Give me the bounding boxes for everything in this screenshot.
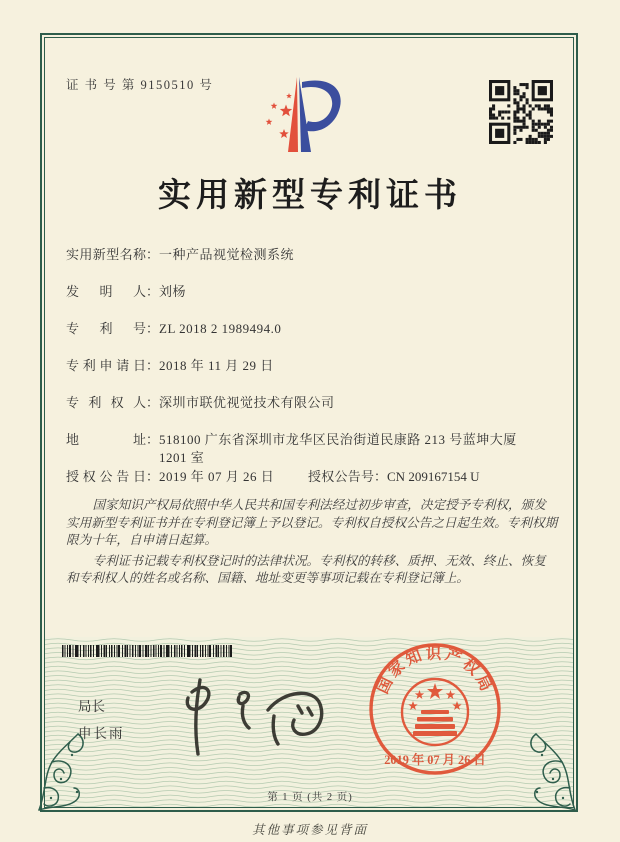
star-icon — [271, 103, 278, 109]
cnipa-logo-icon — [262, 72, 346, 156]
field-colon: ： — [374, 469, 388, 484]
seal-agency-text: 国家知识产权局 — [374, 645, 496, 697]
barcode-icon — [62, 645, 232, 657]
field-colon: ： — [146, 321, 160, 336]
legal-text — [66, 497, 558, 591]
field-row-patent-number — [66, 320, 544, 357]
field-row-name — [66, 246, 544, 283]
signer-name: 申长雨 — [78, 726, 125, 741]
field-colon: ： — [146, 247, 160, 262]
field-colon: ： — [146, 284, 160, 299]
field-value: 深圳市联优视觉技术有限公司 — [159, 395, 335, 410]
field-value: 2018 年 11 月 29 日 — [159, 358, 274, 373]
certificate-number: 证 书 号 第 9150510 号 — [66, 78, 214, 92]
field-label: 地址 — [66, 432, 146, 447]
legal-paragraph-2: 专利证书记载专利权登记时的法律状况。专利权的转移、质押、无效、终止、恢复和专利权人的姓名或名称、国籍、地址变更等事项记载在专利登记簿上。 — [66, 553, 546, 585]
field-label: 专利号 — [66, 321, 146, 336]
field-value: 2019 年 07 月 26 日 — [159, 469, 275, 484]
field-row-address — [66, 431, 544, 468]
star-icon — [266, 119, 273, 125]
field-label: 发明人 — [66, 284, 146, 299]
certificate-title: 实用新型专利证书 — [158, 178, 462, 214]
field-label: 授权公告日 — [66, 469, 146, 484]
field-label: 专利申请日 — [66, 358, 146, 373]
field-value: 518100 广东省深圳市龙华区民治街道民康路 213 号蓝坤大厦 1201 室 — [159, 432, 517, 465]
seal-date: 2019 年 07 月 26 日 — [384, 753, 486, 767]
star-icon — [286, 93, 292, 98]
field-label: 专利权人 — [66, 395, 146, 410]
certificate-fields — [66, 246, 544, 505]
field-row-patentee — [66, 394, 544, 431]
legal-paragraph-1: 国家知识产权局依照中华人民共和国专利法经过初步审查，决定授予专利权，颁发实用新型专利证书并在专利登记簿上予以登记。专利权自授权公告之日起生效。专利权期限为十年，自申请日起算。 — [66, 498, 558, 547]
field-value: 刘杨 — [159, 284, 187, 299]
qr-code-icon — [489, 80, 553, 144]
field-grant-number — [308, 468, 479, 486]
star-icon — [279, 129, 289, 138]
signer-title: 局长 — [78, 699, 105, 714]
field-label: 授权公告号 — [308, 469, 374, 484]
field-value: CN 209167154 U — [387, 469, 480, 484]
field-colon: ： — [146, 469, 160, 484]
field-row-inventor — [66, 283, 544, 320]
field-value: ZL 2018 2 1989494.0 — [159, 321, 282, 336]
field-value: 一种产品视觉检测系统 — [159, 247, 295, 262]
field-row-filing-date — [66, 357, 544, 394]
field-colon: ： — [146, 432, 160, 447]
star-icon — [280, 105, 292, 117]
signature-script-icon — [148, 676, 343, 761]
official-seal — [366, 640, 504, 778]
field-label: 实用新型名称 — [66, 247, 146, 262]
field-colon: ： — [146, 395, 160, 410]
field-colon: ： — [146, 358, 160, 373]
back-note: 其他事项参见背面 — [251, 823, 368, 837]
national-emblem-icon — [402, 679, 468, 745]
page-number: 第 1 页 (共 2 页) — [267, 792, 353, 803]
